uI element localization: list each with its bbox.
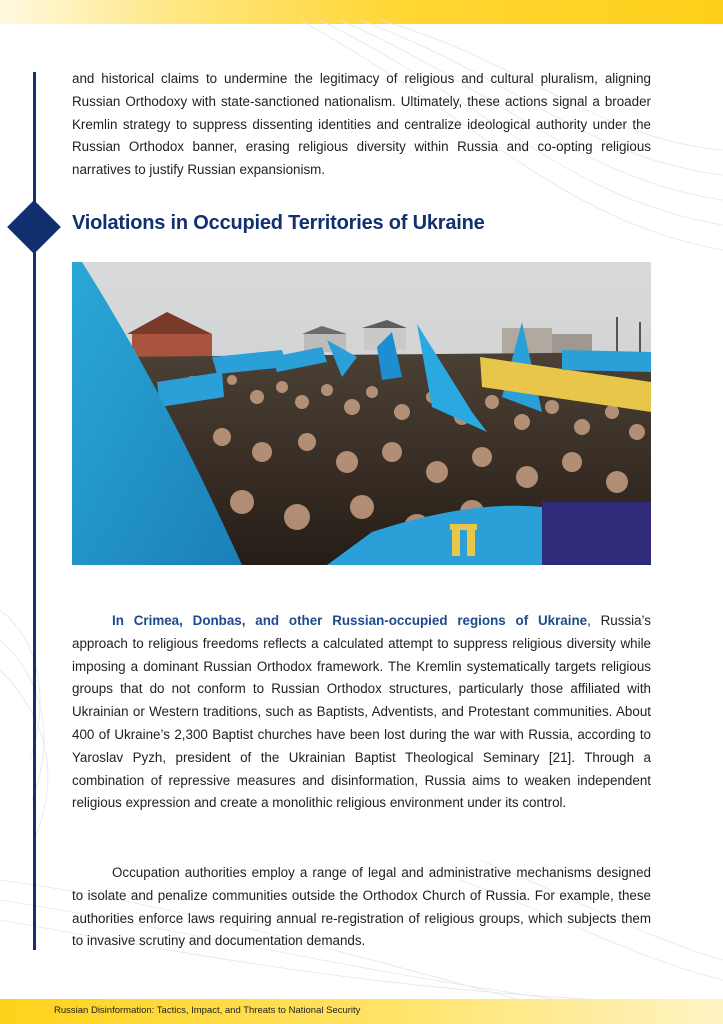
intro-paragraph: and historical claims to undermine the legitimacy of religious and cultural pluralism, aligning Russian Orthodoxy with state-sanctioned nationalism. Ultimately, these actions signal a broader Kremlin strategy to suppress dissenting identities and centralize ideological authority under the Russian Orthodox banner, erasing religious diversity within Russia and co-opting religious narratives to justify Russian expansionism. [72, 71, 651, 178]
footer-title: Russian Disinformation: Tactics, Impact, and Threats to National Security [54, 1005, 361, 1016]
header-band [0, 0, 723, 24]
section-diamond-marker [7, 200, 61, 254]
crowd-rally-photo [72, 262, 651, 565]
paragraph-lead-text: In Crimea, Donbas, and other Russian-occupied regions of Ukraine [112, 613, 588, 628]
occupation-authorities-paragraph [72, 862, 651, 953]
paragraph-body-text: , Russia’s approach to religious freedoms reflects a calculated attempt to suppress religious diversity while imposing a dominant Russian Orthodox framework. The Kremlin systematically targets religious groups that do not conform to Russian Orthodox structures, particularly those affiliated with Ukrainian or Western traditions, such as Baptists, Adventists, and Protestant communities. About 400 of Ukraine’s 2,300 Baptist churches have been lost during the war with Russia, according to Yaroslav Pyzh, president of the Ukrainian Baptist Theological Seminary [21]. Through a combination of repressive measures and disinformation, Russia aims to weaken independent religious expression and create a monolithic religious environment under its control. [72, 613, 651, 811]
section-heading: Violations in Occupied Territories of Ukraine [72, 212, 485, 234]
paragraph-body-text: Occupation authorities employ a range of legal and administrative mechanisms designed to isolate and penalize communities outside the Orthodox Church of Russia. For example, these authorities enforce laws requiring annual re-registration of religious groups, which subjects them to invasive scrutiny and documentation demands. [72, 865, 651, 949]
occupied-territories-paragraph [72, 610, 651, 815]
